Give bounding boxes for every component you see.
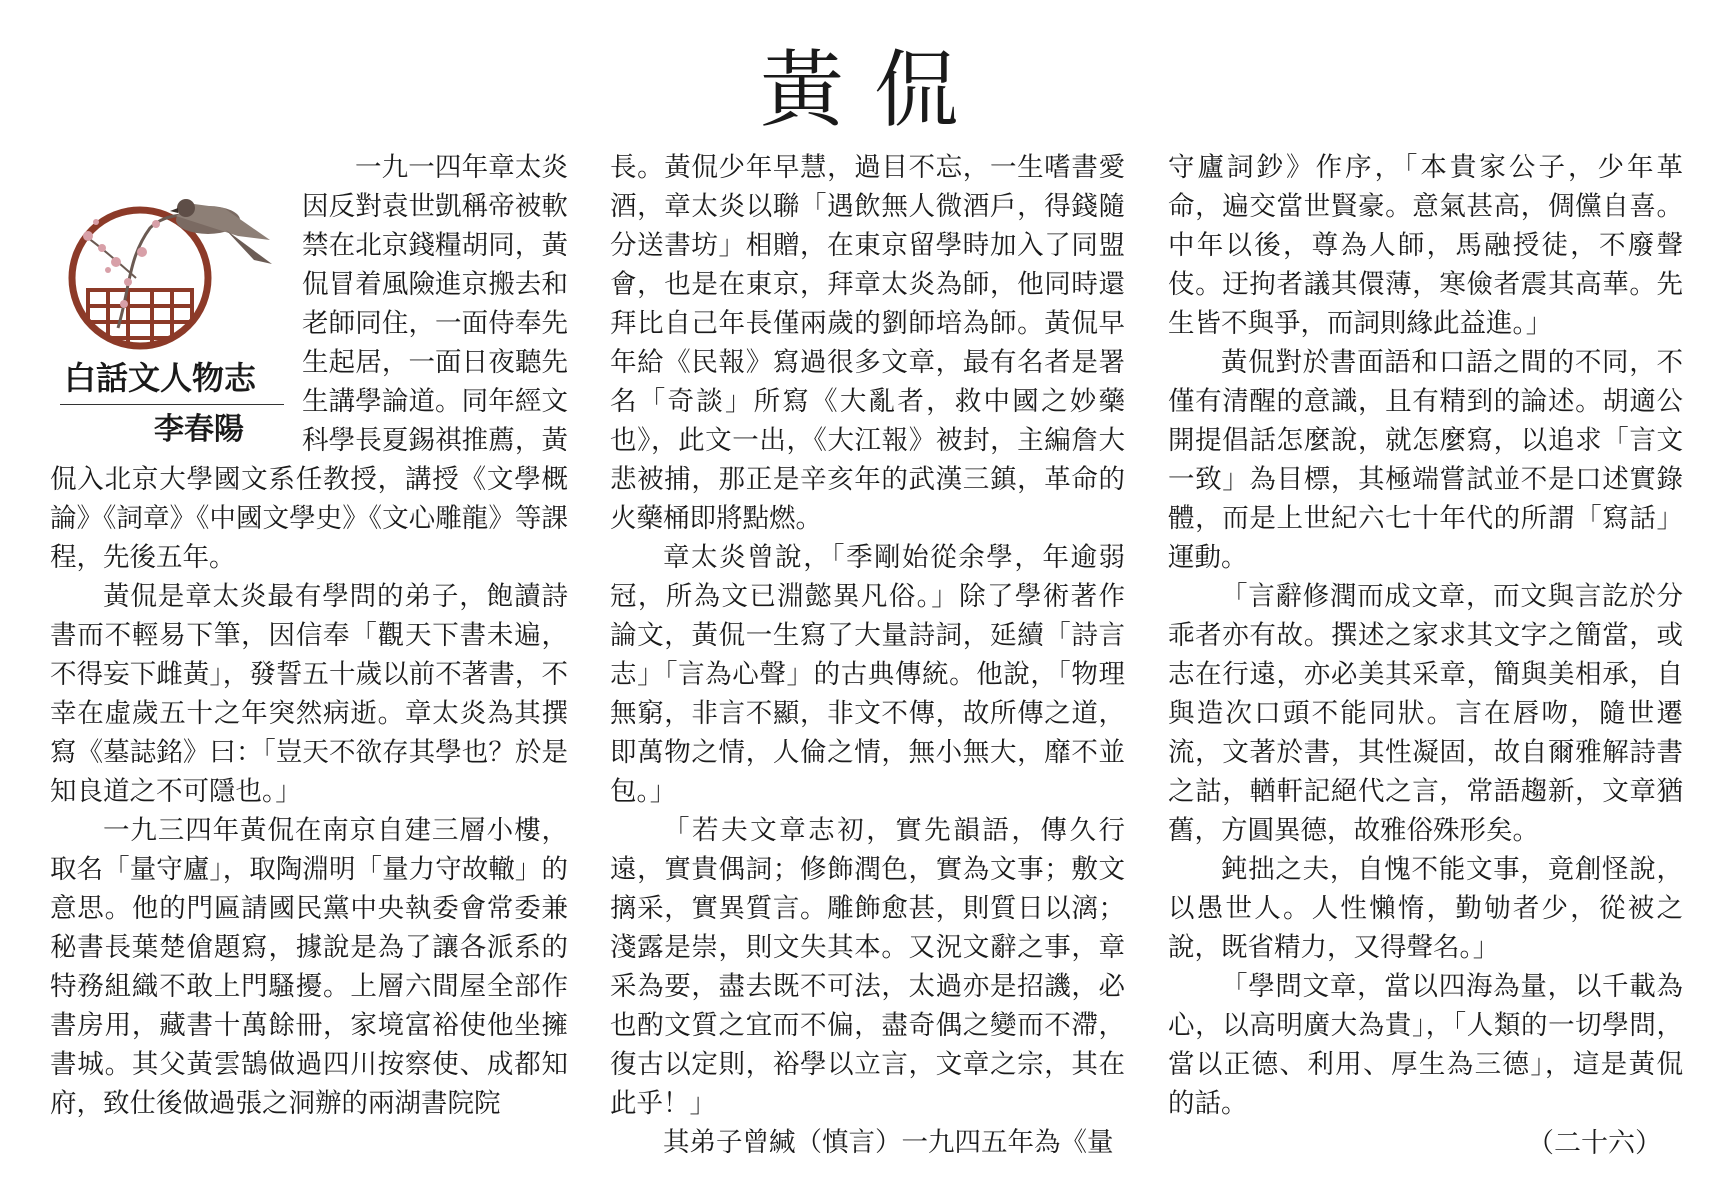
paragraph: 「學問文章，當以四海為量，以千載為心，以高明廣大為貴」，「人類的一切學問，當以正德、利用、厚生為三德」，這是黃侃的話。 bbox=[1168, 971, 1683, 1119]
paragraph: 守廬詞鈔》作序，「本貴家公子，少年革命，遍交當世賢豪。意氣甚高，倜儻自喜。中年以後，尊為人師，馬融授徒，不廢聲伎。迂拘者議其儇薄，寒儉者震其高華。先生皆不與爭，而詞則緣此益進。」 bbox=[1168, 152, 1683, 339]
author-name: 李春陽 bbox=[154, 412, 244, 447]
paragraph: 「若夫文章志初，實先韻語，傳久行遠，實貴偶詞；修飾潤色，實為文事；敷文摛采，實異質言。雕飾愈甚，則質日以漓；淺露是崇，則文失其本。又況文辭之事，章采為要，盡去既不可法，太過亦是招譏，必也酌文質之宜而不偏，盡奇偶之變而不滯，復古以定則，裕學以立言，文章之宗，其在此乎！」 bbox=[610, 815, 1125, 1119]
article-column-2 bbox=[610, 148, 1125, 1162]
emblem-divider bbox=[60, 404, 284, 405]
article-column-1 bbox=[50, 148, 568, 1123]
bird-on-plum-blossom-lattice-window-icon bbox=[58, 178, 288, 358]
column-name: 白話文人物志 bbox=[64, 359, 257, 397]
paragraph: 一九三四年黃侃在南京自建三層小樓，取名「量守廬」，取陶淵明「量力守故轍」的意思。他的門匾請國民黨中央執委會常委兼秘書長葉楚傖題寫，據說是為了讓各派系的特務組織不敢上門騷擾。上層六間屋全部作書房用，藏書十萬餘冊，家境富裕使他坐擁書城。其父黃雲鵠做過四川按察使、成都知府，致仕後做過張之洞辦的兩湖書院院 bbox=[50, 815, 568, 1119]
paragraph: 一九一四年章太炎因反對袁世凱稱帝被軟禁在北京錢糧胡同，黃侃冒着風險進京搬去和老師同住，一面侍奉先生起居，一面日夜聽先生講學論道。同年經文科學長夏錫祺推薦，黃侃入北京大學國文系任教授，講授《文學概論》《詞章》《中國文學史》《文心雕龍》等課程，先後五年。 bbox=[50, 152, 568, 573]
issue-number: （二十六） bbox=[1527, 1128, 1662, 1159]
column-emblem bbox=[50, 148, 288, 456]
paragraph: 章太炎曾說，「季剛始從余學，年逾弱冠，所為文已淵懿異凡俗。」除了學術著作論文，黃侃一生寫了大量詩詞，延續「詩言志」「言為心聲」的古典傳統。他說，「物理無窮，非言不顯，非文不傳，故所傳之道，即萬物之情，人倫之情，無小無大，靡不並包。」 bbox=[610, 542, 1125, 807]
paragraph: 鈍拙之夫，自愧不能文事，竟創怪說，以愚世人。人性懶惰，勤劬者少，從被之說，既省精力，又得聲名。」 bbox=[1168, 854, 1683, 963]
paragraph: 長。黃侃少年早慧，過目不忘，一生嗜書愛酒，章太炎以聯「遇飲無人微酒戶，得錢隨分送書坊」相贈，在東京留學時加入了同盟會，也是在東京，拜章太炎為師，他同時還拜比自己年長僅兩歲的劉師培為師。黃侃早年給《民報》寫過很多文章，最有名者是署名「奇談」所寫《大亂者，救中國之妙藥也》，此文一出，《大江報》被封，主編詹大悲被捕，那正是辛亥年的武漢三鎮，革命的火藥桶即將點燃。 bbox=[610, 152, 1125, 534]
paragraph: 其弟子曾緘（慎言）一九四五年為《量 bbox=[663, 1127, 1114, 1158]
paragraph: 黃侃對於書面語和口語之間的不同，不僅有清醒的意識，且有精到的論述。胡適公開提倡話怎麼說，就怎麼寫，以追求「言文一致」為目標，其極端嘗試並不是口述實錄體，而是上世紀六七十年代的所謂「寫話」運動。 bbox=[1168, 347, 1683, 573]
article-column-3 bbox=[1168, 148, 1683, 1123]
paragraph: 「言辭修潤而成文章，而文與言訖於分乖者亦有故。撰述之家求其文字之簡當，或志在行遠，亦必美其采章，簡與美相承，自與造次口頭不能同狀。言在唇吻，隨世遷流，文著於書，其性凝固，故自爾雅解詩書之詁，輶軒記絕代之言，常語趨新，文章猶舊，方圓異德，故雅俗殊形矣。 bbox=[1168, 581, 1683, 846]
page-title: 黃侃 bbox=[759, 41, 988, 139]
paragraph: 黃侃是章太炎最有學問的弟子，飽讀詩書而不輕易下筆，因信奉「觀天下書未遍，不得妄下雌黃」，發誓五十歲以前不著書，不幸在虛歲五十之年突然病逝。章太炎為其撰寫《墓誌銘》曰：「豈天不欲存其學也？於是知良道之不可隱也。」 bbox=[50, 581, 568, 807]
